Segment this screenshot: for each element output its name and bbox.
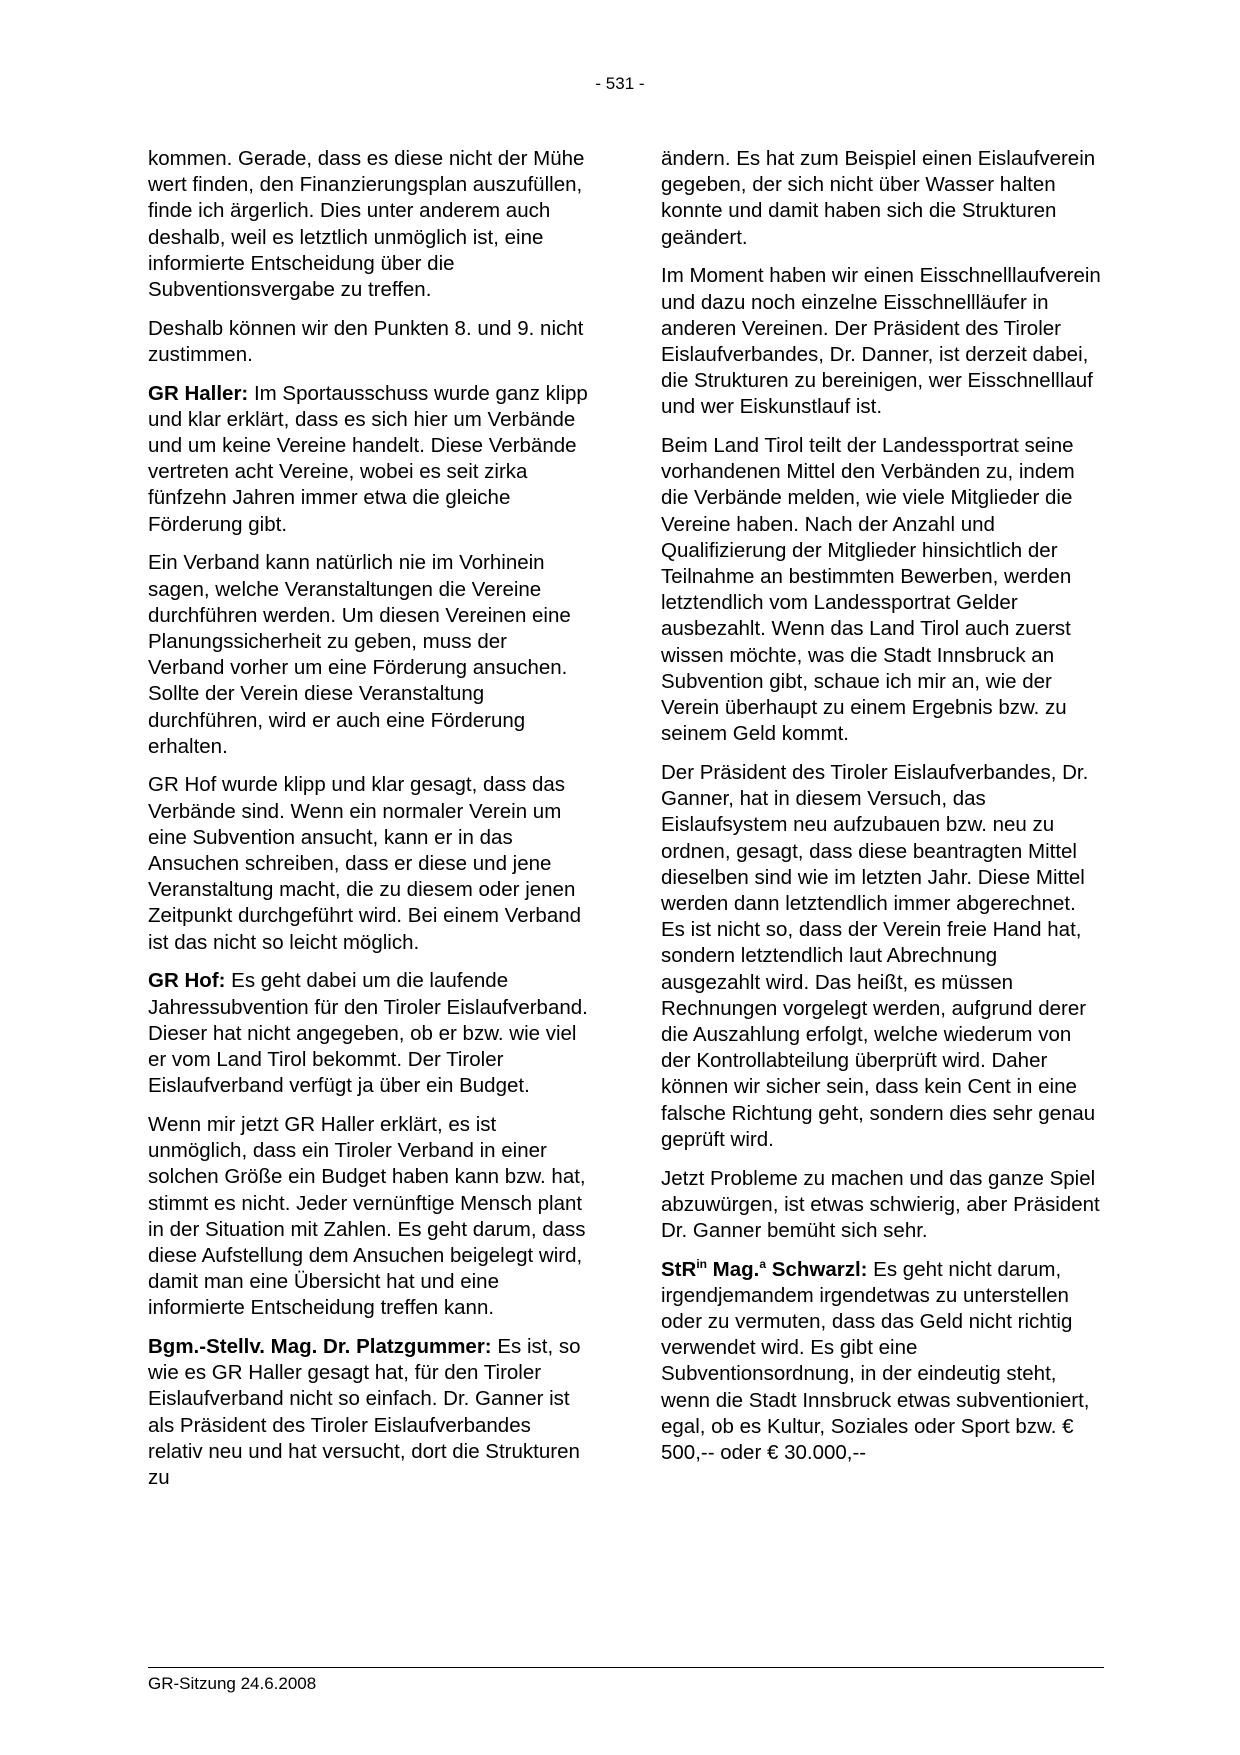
speaker-surname: Schwarzl: <box>766 1257 868 1281</box>
paragraph: kommen. Gerade, dass es diese nicht der Mühe wert finden, den Finanzierungsplan auszufüllen, finde ich ärgerlich. Dies unter anderem auch deshalb, weil es letztlich unmöglich ist, eine informierte Entscheidung über die Subventionsvergabe zu treffen. <box>148 147 585 302</box>
speech-hof <box>148 968 588 1099</box>
paragraph: Jetzt Probleme zu machen und das ganze Spiel abzuwürgen, ist etwas schwierig, aber Präsident Dr. Ganner bemüht sich sehr. <box>661 1166 1100 1242</box>
footer-session-date: GR-Sitzung 24.6.2008 <box>148 1674 317 1693</box>
speech-text: Es geht dabei um die laufende Jahressubvention für den Tiroler Eislaufverband. Dieser hat nicht angegeben, ob er bzw. wie viel er vom Land Tirol bekommt. Der Tiroler Eislaufverband verfügt ja über ein Budget. <box>148 969 588 1098</box>
speech-text: Im Sportausschuss wurde ganz klipp und klar erklärt, dass es sich hier um Verbände und um keine Vereine handelt. Diese Verbände vertreten acht Vereine, wobei es seit zirka fünfzehn Jahren immer etwa die gleiche Förderung gibt. <box>148 381 588 536</box>
paragraph: ändern. Es hat zum Beispiel einen Eislaufverein gegeben, der sich nicht über Wasser halten konnte und damit haben sich die Strukturen geändert. <box>661 147 1096 249</box>
speech-platzgummer <box>148 1334 588 1491</box>
paragraph: Wenn mir jetzt GR Haller erklärt, es ist unmöglich, dass ein Tiroler Verband in einer solchen Größe ein Budget haben kann bzw. hat, stimmt es nicht. Jeder vernünftige Mensch plant in der Situation mit Zahlen. Es geht darum, dass diese Aufstellung dem Ansuchen beigelegt wird, damit man eine Übersicht hat und eine informierte Entscheidung treffen kann. <box>148 1112 586 1320</box>
speaker-name: GR Hof: <box>148 969 226 993</box>
left-column <box>148 146 588 1504</box>
paragraph: GR Hof wurde klipp und klar gesagt, dass das Verbände sind. Wenn ein normaler Verein um eine Subvention ansucht, kann er in das Ansuchen schreiben, dass er diese und jene Veranstaltung macht, die zu diesem oder jenen Zeitpunkt durchgeführt wird. Bei einem Verband ist das nicht so leicht möglich. <box>148 773 582 954</box>
page-number: - 531 - <box>595 74 645 93</box>
speaker-name: Bgm.-Stellv. Mag. Dr. Platzgummer: <box>148 1335 492 1359</box>
paragraph: Beim Land Tirol teilt der Landessportrat seine vorhandenen Mittel den Verbänden zu, indem die Verbände melden, wie viele Mitglieder die Vereine haben. Nach der Anzahl und Qualifizierung der Mitglieder hinsichtlich der Teilnahme an bestimmten Bewerben, werden letztendlich vom Landessportrat Gelder ausbezahlt. Wenn das Land Tirol auch zuerst wissen möchte, was die Stadt Innsbruck an Subvention gibt, schaue ich mir an, wie der Verein überhaupt zu einem Ergebnis bzw. zu seinem Geld kommt. <box>661 434 1075 746</box>
speech-haller <box>148 381 588 538</box>
paragraph: Im Moment haben wir einen Eisschnelllaufverein und dazu noch einzelne Eisschnellläufer in anderen Vereinen. Der Präsident des Tiroler Eislaufverbandes, Dr. Danner, ist derzeit dabei, die Strukturen zu bereinigen, wer Eisschnelllauf und wer Eiskunstlauf ist. <box>661 264 1101 419</box>
footer-divider <box>148 1667 1104 1668</box>
speech-text: Es ist, so wie es GR Haller gesagt hat, für den Tiroler Eislaufverband nicht so einfach. Dr. Ganner ist als Präsident des Tiroler Eislaufverbandes relativ neu und hat versucht, dort die Strukturen zu <box>148 1335 581 1490</box>
paragraph: Der Präsident des Tiroler Eislaufverbandes, Dr. Ganner, hat in diesem Versuch, das Eislaufsystem neu aufzubauen bzw. neu zu ordnen, gesagt, dass diese beantragten Mittel dieselben sind wie im letzten Jahr. Diese Mittel werden dann letztendlich immer abgerechnet. Es ist nicht so, dass der Verein freie Hand hat, sondern letztendlich laut Abrechnung ausgezahlt wird. Das heißt, es müssen Rechnungen vorgelegt werden, aufgrund derer die Auszahlung erfolgt, welche wiederum von der Kontrollabteilung überprüft wird. Daher können wir sicher sein, dass kein Cent in eine falsche Richtung geht, sondern dies sehr genau geprüft wird. <box>661 760 1096 1151</box>
speaker-degree: Mag. <box>706 1257 760 1281</box>
paragraph: Deshalb können wir den Punkten 8. und 9. nicht zustimmen. <box>148 316 584 366</box>
speech-text: Es geht nicht darum, irgendjemandem irgendetwas zu unterstellen oder zu vermuten, dass das Geld nicht richtig verwendet wird. Es gibt eine Subventionsordnung, in der eindeutig steht, wenn die Stadt Innsbruck etwas subventioniert, egal, ob es Kultur, Soziales oder Sport bzw. € 500,-- oder € 30.000,-- <box>661 1257 1090 1465</box>
speaker-name <box>661 1258 867 1281</box>
speaker-degree-superscript: a <box>759 1256 767 1271</box>
speech-schwarzl <box>661 1257 1101 1467</box>
speaker-title-superscript: in <box>696 1256 707 1271</box>
speaker-name: GR Haller: <box>148 381 249 405</box>
right-column <box>661 146 1101 1479</box>
speaker-title: StR <box>661 1257 697 1281</box>
paragraph: Ein Verband kann natürlich nie im Vorhinein sagen, welche Veranstaltungen die Vereine durchführen werden. Um diesen Vereinen eine Planungssicherheit zu geben, muss der Verband vorher um eine Förderung ansuchen. Sollte der Verein diese Veranstaltung durchführen, wird er auch eine Förderung erhalten. <box>148 551 571 758</box>
